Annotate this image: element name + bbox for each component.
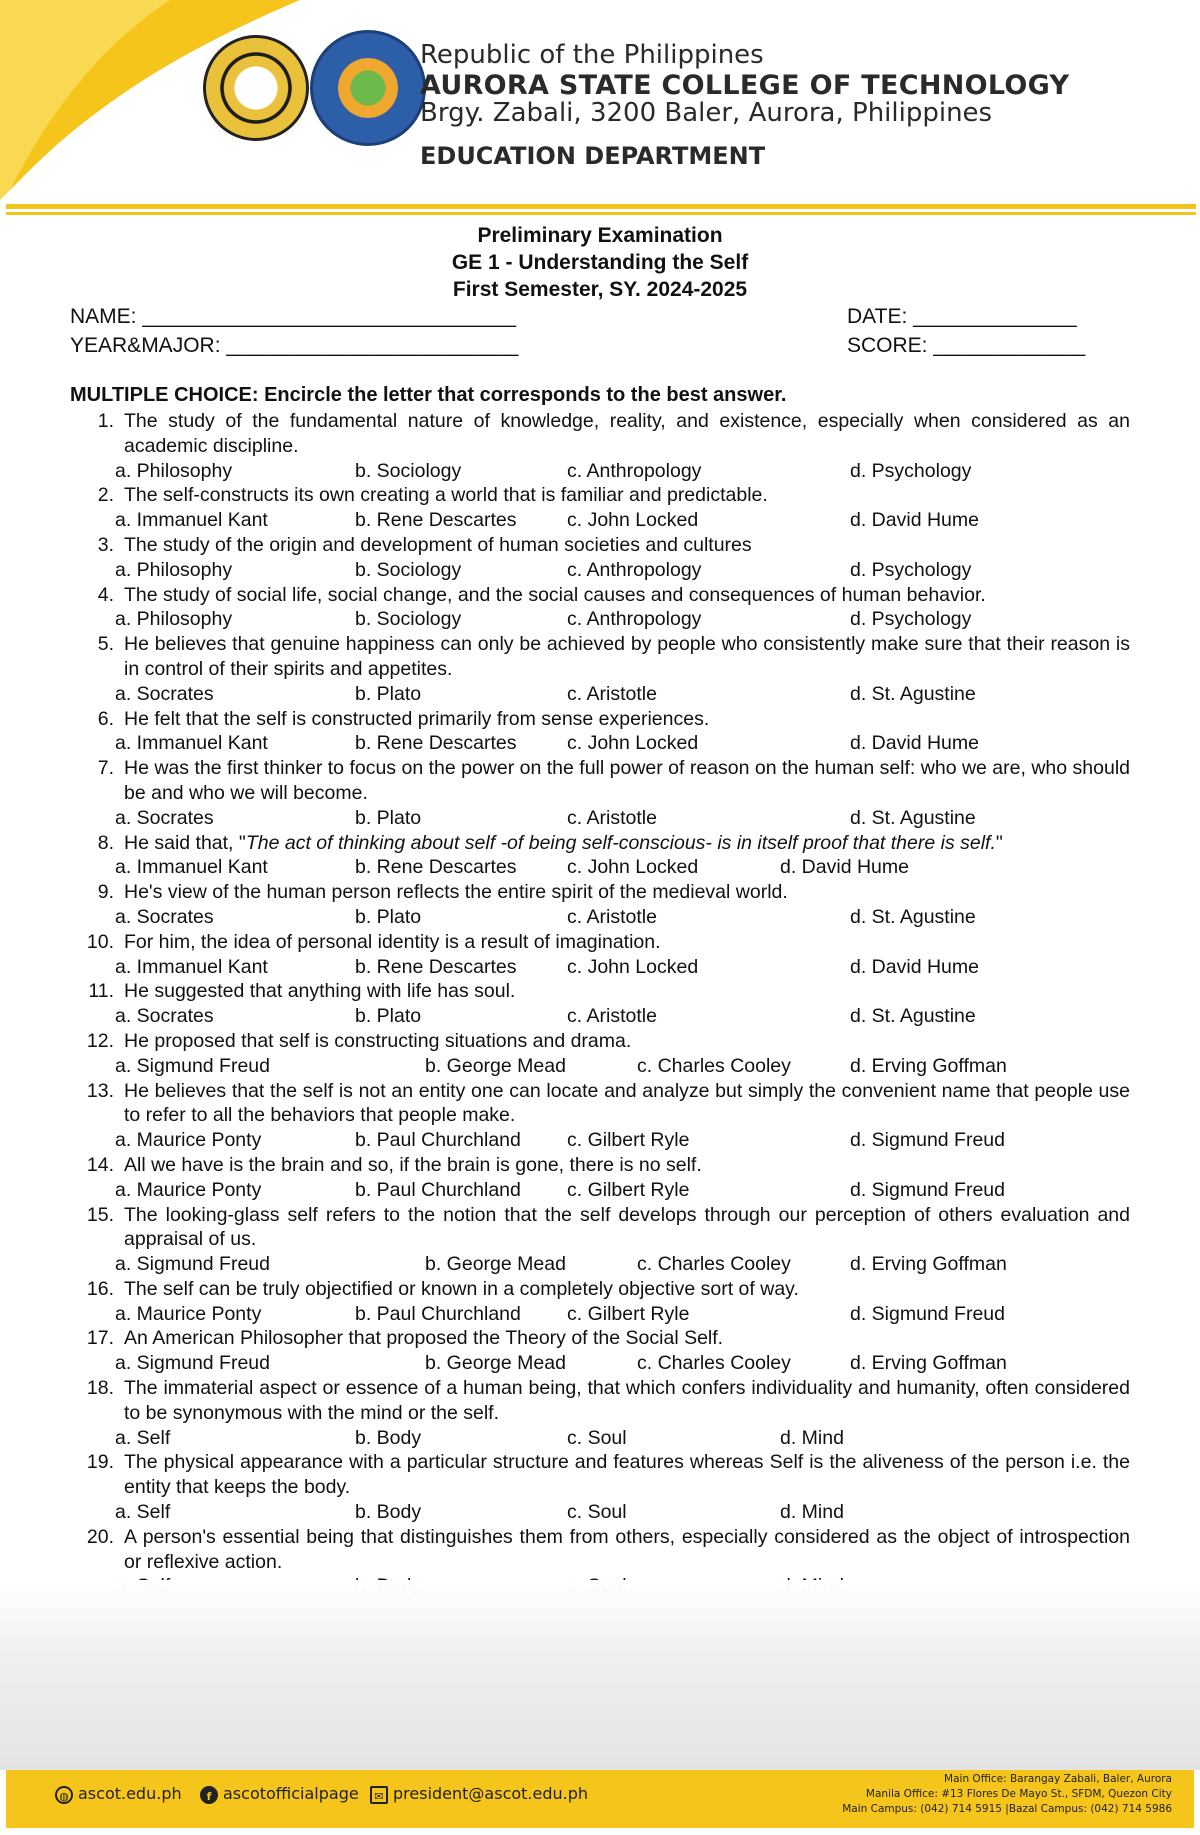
- question-item: [70, 483, 1130, 533]
- answer-choice[interactable]: d. Erving Goffman: [850, 1253, 1007, 1276]
- answer-choice[interactable]: b. Sociology: [355, 608, 462, 631]
- question-stem: [70, 831, 1130, 856]
- question-text: A person's essential being that distinguishes them from others, especially considered as the object of introspection or reflexive action.: [124, 1525, 1130, 1573]
- answer-choice[interactable]: a. Philosophy: [115, 608, 233, 631]
- answer-choice[interactable]: c. Aristotle: [567, 1005, 657, 1028]
- question-item: [70, 1376, 1130, 1450]
- header-divider: [6, 212, 1196, 215]
- answer-choice[interactable]: b. Rene Descartes: [355, 732, 517, 755]
- answer-choice[interactable]: d. Sigmund Freud: [850, 1302, 1006, 1325]
- question-text-pre: He said that, ": [124, 831, 246, 854]
- question-number: 4.: [97, 583, 114, 606]
- answer-choice[interactable]: d. St. Agustine: [850, 905, 976, 928]
- exam-semester: First Semester, SY. 2024-2025: [452, 278, 748, 301]
- choice-row: [70, 682, 1130, 707]
- question-text: The self can be truly objectified or known in a completely objective sort of way.: [124, 1277, 799, 1300]
- answer-choice[interactable]: c. Soul: [567, 1426, 627, 1449]
- answer-choice[interactable]: c. John Locked: [567, 856, 699, 879]
- question-stem: [70, 930, 1130, 955]
- question-text: The study of social life, social change, and the social causes and consequences of human behavior.: [124, 583, 986, 606]
- answer-choice[interactable]: d. Erving Goffman: [850, 1054, 1007, 1077]
- answer-choice[interactable]: d. David Hume: [780, 856, 909, 879]
- question-list: [70, 409, 1130, 1599]
- footer-facebook-link[interactable]: [200, 1784, 359, 1804]
- choice-row: [70, 905, 1130, 930]
- answer-choice[interactable]: b. Plato: [355, 806, 422, 829]
- answer-choice[interactable]: a. Philosophy: [115, 558, 233, 581]
- question-item: [70, 409, 1130, 483]
- header-address: Brgy. Zabali, 3200 Baler, Aurora, Philippines: [420, 98, 993, 128]
- question-item: [70, 632, 1130, 706]
- answer-choice[interactable]: a. Self: [115, 1501, 171, 1524]
- answer-choice[interactable]: d. Erving Goffman: [850, 1352, 1007, 1375]
- question-stem: [70, 1450, 1130, 1500]
- answer-choice[interactable]: c. Soul: [567, 1501, 627, 1524]
- answer-choice[interactable]: d. Mind: [780, 1501, 844, 1524]
- header-divider: [6, 204, 1196, 209]
- question-item: [70, 707, 1130, 757]
- question-text-post: ": [995, 831, 1003, 854]
- header-republic: Republic of the Philippines: [420, 40, 764, 70]
- question-item: [70, 1326, 1130, 1376]
- footer-manila-office: Manila Office: #13 Flores De Mayo St., SFDM, Quezon City: [865, 1788, 1172, 1800]
- question-item: [70, 1203, 1130, 1277]
- choice-row: [70, 1178, 1130, 1203]
- question-number: 7.: [97, 757, 114, 780]
- answer-choice[interactable]: b. Paul Churchland: [355, 1302, 521, 1325]
- choice-row: [70, 1426, 1130, 1451]
- choice-row: [70, 1302, 1130, 1327]
- choice-row: [70, 1128, 1130, 1153]
- answer-choice[interactable]: c. Gilbert Ryle: [567, 1178, 690, 1201]
- answer-choice[interactable]: c. Aristotle: [567, 806, 657, 829]
- answer-choice[interactable]: c. Gilbert Ryle: [567, 1302, 690, 1325]
- question-number: 3.: [97, 533, 114, 556]
- question-number: 19.: [86, 1451, 114, 1474]
- question-item: [70, 1029, 1130, 1079]
- question-number: 20.: [86, 1525, 114, 1548]
- answer-choice[interactable]: c. Aristotle: [567, 905, 657, 928]
- question-item: [70, 533, 1130, 583]
- answer-choice[interactable]: a. Sigmund Freud: [115, 1054, 271, 1077]
- answer-choice[interactable]: c. Charles Cooley: [637, 1352, 791, 1375]
- choice-row: [70, 1054, 1130, 1079]
- footer-campus-phones: Main Campus: (042) 714 5915 |Bazal Campus: (042) 714 5986: [842, 1803, 1172, 1815]
- footer-email-link[interactable]: [370, 1784, 588, 1804]
- header-college-name: AURORA STATE COLLEGE OF TECHNOLOGY: [420, 70, 1070, 101]
- answer-choice[interactable]: b. Plato: [355, 905, 422, 928]
- question-number: 6.: [97, 707, 114, 730]
- choice-row: [70, 508, 1130, 533]
- question-item: [70, 1450, 1130, 1524]
- answer-choice[interactable]: b. George Mead: [425, 1054, 566, 1077]
- header-department: EDUCATION DEPARTMENT: [420, 142, 766, 170]
- question-number: 1.: [97, 410, 114, 432]
- exam-subject: GE 1 - Understanding the Self: [451, 251, 749, 274]
- question-text: For him, the idea of personal identity is a result of imagination.: [124, 930, 661, 953]
- question-text: He was the first thinker to focus on the power on the full power of reason on the human self: who we are, who should be and who we will become.: [124, 757, 1130, 804]
- question-stem: [70, 1326, 1130, 1351]
- answer-choice[interactable]: d. David Hume: [850, 732, 979, 755]
- footer-website-link[interactable]: [55, 1784, 182, 1804]
- question-text: [124, 831, 1130, 856]
- answer-choice[interactable]: b. Plato: [355, 1005, 422, 1028]
- question-stem: [70, 1079, 1130, 1129]
- answer-choice[interactable]: a. Sigmund Freud: [115, 1253, 271, 1276]
- question-text: The looking-glass self refers to the notion that the self develops through our perception of others evaluation and appraisal of us.: [124, 1203, 1130, 1251]
- answer-choice[interactable]: b. George Mead: [425, 1253, 566, 1276]
- question-stem: [70, 632, 1130, 682]
- question-text: An American Philosopher that proposed the Theory of the Social Self.: [124, 1327, 724, 1350]
- college-seal-logo: [203, 35, 309, 141]
- question-number: 11.: [88, 980, 114, 1003]
- answer-choice[interactable]: a. Philosophy: [115, 459, 233, 482]
- question-text: He felt that the self is constructed primarily from sense experiences.: [124, 707, 710, 730]
- question-stem: [70, 409, 1130, 459]
- question-number: 14.: [86, 1153, 114, 1176]
- answer-choice[interactable]: c. Anthropology: [567, 608, 702, 631]
- question-stem: [70, 707, 1130, 732]
- answer-choice[interactable]: b. Sociology: [355, 459, 462, 482]
- question-stem: [70, 979, 1130, 1004]
- answer-choice[interactable]: c. Charles Cooley: [637, 1054, 791, 1077]
- answer-choice[interactable]: a. Self: [115, 1426, 171, 1449]
- question-number: 17.: [86, 1327, 114, 1350]
- answer-choice[interactable]: a. Immanuel Kant: [115, 856, 268, 879]
- question-number: 18.: [86, 1377, 114, 1400]
- question-item: [70, 756, 1130, 830]
- answer-choice[interactable]: c. John Locked: [567, 955, 699, 978]
- answer-choice[interactable]: b. George Mead: [425, 1352, 566, 1375]
- question-item: [70, 831, 1130, 881]
- question-text: He believes that the self is not an entity one can locate and analyze but simply the convenient name that people use to refer to all the behaviors that people make.: [124, 1079, 1130, 1127]
- question-text: He believes that genuine happiness can only be achieved by people who consistently make sure that their reason is in control of their spirits and appetites.: [124, 633, 1130, 680]
- question-number: 8.: [97, 831, 114, 854]
- question-number: 16.: [86, 1277, 114, 1300]
- question-item: [70, 1277, 1130, 1327]
- choice-row: [70, 459, 1130, 484]
- question-number: 13.: [86, 1079, 114, 1102]
- answer-choice[interactable]: a. Maurice Ponty: [115, 1129, 262, 1152]
- question-stem: [70, 533, 1130, 558]
- answer-choice[interactable]: a. Socrates: [115, 905, 214, 928]
- choice-row: [70, 1500, 1130, 1525]
- answer-choice[interactable]: d. Psychology: [850, 608, 972, 631]
- question-number: 12.: [86, 1029, 114, 1052]
- answer-choice[interactable]: d. Mind: [780, 1426, 844, 1449]
- answer-choice[interactable]: c. Charles Cooley: [637, 1253, 791, 1276]
- question-item: [70, 880, 1130, 930]
- footer-email-text: president@ascot.edu.ph: [393, 1784, 589, 1803]
- answer-choice[interactable]: a. Immanuel Kant: [115, 955, 268, 978]
- question-text: The self-constructs its own creating a world that is familiar and predictable.: [124, 484, 768, 507]
- question-stem: [70, 756, 1130, 806]
- mail-icon: ✉: [370, 1786, 388, 1804]
- answer-choice[interactable]: d. St. Agustine: [850, 806, 976, 829]
- question-item: [70, 930, 1130, 980]
- question-text: The study of the fundamental nature of knowledge, reality, and existence, especially when considered as an academic discipline.: [124, 410, 1130, 457]
- answer-choice[interactable]: a. Sigmund Freud: [115, 1352, 271, 1375]
- campus-building-watermark: [0, 1580, 1200, 1770]
- answer-choice[interactable]: c. John Locked: [567, 509, 699, 532]
- choice-row: [70, 1252, 1130, 1277]
- question-stem: [70, 483, 1130, 508]
- answer-choice[interactable]: c. Anthropology: [567, 459, 702, 482]
- answer-choice[interactable]: b. Body: [355, 1426, 422, 1449]
- question-stem: [70, 1376, 1130, 1426]
- education-department-logo: [310, 30, 426, 146]
- answer-choice[interactable]: d. David Hume: [850, 509, 979, 532]
- question-text: The immaterial aspect or essence of a human being, that which confers individuality and humanity, often considered to be synonymous with the mind or the self.: [124, 1377, 1130, 1424]
- question-text: The physical appearance with a particular structure and features whereas Self is the aliveness of the person i.e. the entity that keeps the body.: [124, 1451, 1130, 1499]
- name-field[interactable]: NAME: ________________________________: [70, 305, 517, 328]
- choice-row: [70, 1004, 1130, 1029]
- question-stem: [70, 1203, 1130, 1253]
- answer-choice[interactable]: b. Paul Churchland: [355, 1178, 521, 1201]
- question-item: [70, 1079, 1130, 1153]
- answer-choice[interactable]: c. John Locked: [567, 732, 699, 755]
- choice-row: [70, 855, 1130, 880]
- answer-choice[interactable]: d. Psychology: [850, 558, 972, 581]
- answer-choice[interactable]: a. Immanuel Kant: [115, 509, 268, 532]
- question-text: He proposed that self is constructing situations and drama.: [124, 1029, 632, 1052]
- date-field[interactable]: DATE: ______________: [847, 305, 1077, 328]
- answer-choice[interactable]: d. St. Agustine: [850, 1005, 976, 1028]
- answer-choice[interactable]: d. Psychology: [850, 459, 972, 482]
- answer-choice[interactable]: b. Sociology: [355, 558, 462, 581]
- answer-choice[interactable]: a. Socrates: [115, 806, 214, 829]
- question-stem: [70, 1029, 1130, 1054]
- answer-choice[interactable]: b. Rene Descartes: [355, 955, 517, 978]
- question-text: The study of the origin and development of human societies and cultures: [124, 533, 752, 556]
- answer-choice[interactable]: c. Aristotle: [567, 682, 657, 705]
- question-text: All we have is the brain and so, if the brain is gone, there is no self.: [124, 1153, 702, 1176]
- footer-main-office: Main Office: Barangay Zabali, Baler, Aurora: [944, 1773, 1172, 1785]
- answer-choice[interactable]: a. Maurice Ponty: [115, 1302, 262, 1325]
- question-item: [70, 979, 1130, 1029]
- instructions: MULTIPLE CHOICE: Encircle the letter that corresponds to the best answer.: [70, 384, 787, 406]
- facebook-icon: f: [200, 1786, 218, 1804]
- question-stem: [70, 1525, 1130, 1575]
- answer-choice[interactable]: a. Maurice Ponty: [115, 1178, 262, 1201]
- answer-choice[interactable]: c. Gilbert Ryle: [567, 1129, 690, 1152]
- score-field: SCORE: _____________: [847, 334, 1086, 357]
- question-item: [70, 1153, 1130, 1203]
- answer-choice[interactable]: b. Plato: [355, 682, 422, 705]
- answer-choice[interactable]: b. Body: [355, 1501, 422, 1524]
- question-text: He's view of the human person reflects the entire spirit of the medieval world.: [124, 881, 788, 904]
- answer-choice[interactable]: d. David Hume: [850, 955, 979, 978]
- question-number: 2.: [97, 484, 114, 507]
- question-text: He suggested that anything with life has soul.: [124, 980, 516, 1003]
- answer-choice[interactable]: d. Sigmund Freud: [850, 1178, 1006, 1201]
- question-number: 9.: [97, 881, 114, 904]
- choice-row: [70, 806, 1130, 831]
- question-stem: [70, 1277, 1130, 1302]
- answer-choice[interactable]: b. Paul Churchland: [355, 1129, 521, 1152]
- answer-choice[interactable]: d. Sigmund Freud: [850, 1129, 1006, 1152]
- answer-choice[interactable]: d. St. Agustine: [850, 682, 976, 705]
- choice-row: [70, 1351, 1130, 1376]
- question-quote: The act of thinking about self -of being self-conscious- is in itself proof that there is self.: [245, 831, 996, 854]
- question-item: [70, 583, 1130, 633]
- answer-choice[interactable]: b. Rene Descartes: [355, 509, 517, 532]
- answer-choice[interactable]: a. Immanuel Kant: [115, 732, 268, 755]
- choice-row: [70, 558, 1130, 583]
- footer-facebook-text: ascotofficialpage: [223, 1784, 359, 1803]
- answer-choice[interactable]: c. Anthropology: [567, 558, 702, 581]
- answer-choice[interactable]: a. Socrates: [115, 1005, 214, 1028]
- choice-row: [70, 607, 1130, 632]
- year-major-field[interactable]: YEAR&MAJOR: _________________________: [70, 334, 519, 357]
- question-stem: [70, 1153, 1130, 1178]
- exam-title: Preliminary Examination: [477, 224, 723, 247]
- question-stem: [70, 583, 1130, 608]
- question-stem: [70, 880, 1130, 905]
- answer-choice[interactable]: a. Socrates: [115, 682, 214, 705]
- answer-choice[interactable]: b. Rene Descartes: [355, 856, 517, 879]
- choice-row: [70, 955, 1130, 980]
- choice-row: [70, 731, 1130, 756]
- question-number: 15.: [86, 1203, 114, 1226]
- globe-icon: ◍: [55, 1786, 73, 1804]
- question-number: 5.: [97, 633, 114, 656]
- footer-website-text: ascot.edu.ph: [78, 1784, 182, 1803]
- question-number: 10.: [86, 930, 114, 953]
